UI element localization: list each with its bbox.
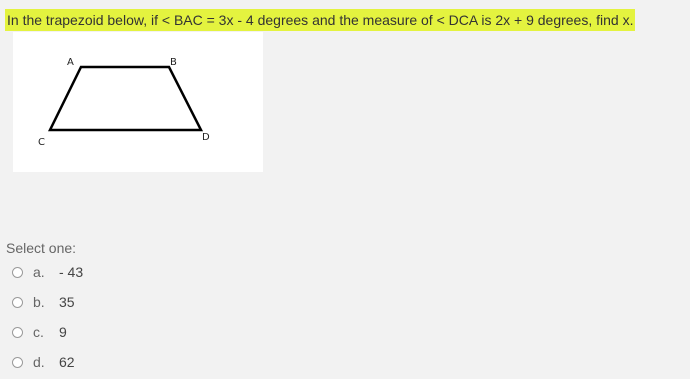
vertex-label-c: C	[38, 137, 45, 148]
option-a[interactable]	[12, 262, 83, 282]
trapezoid-figure	[13, 32, 263, 172]
option-c[interactable]	[12, 322, 67, 342]
radio-button-icon[interactable]	[12, 357, 23, 368]
vertex-label-a: A	[67, 57, 74, 68]
select-one-prompt: Select one:	[6, 240, 77, 256]
option-d[interactable]	[12, 352, 75, 372]
vertex-label-d: D	[202, 132, 210, 143]
trapezoid-diagram	[13, 32, 263, 172]
radio-button-icon[interactable]	[12, 327, 23, 338]
option-letter: c.	[33, 324, 44, 340]
radio-button-icon[interactable]	[12, 267, 23, 278]
option-letter: a.	[33, 264, 45, 280]
option-letter: b.	[33, 294, 45, 310]
question-text: In the trapezoid below, if < BAC = 3x - 4 degrees and the measure of < DCA is 2x + 9 degrees, find x.	[5, 9, 635, 31]
option-value: 62	[59, 354, 75, 370]
option-value: 35	[59, 294, 75, 310]
option-value: - 43	[59, 264, 84, 280]
option-b[interactable]	[12, 292, 75, 312]
trapezoid-shape	[50, 67, 201, 130]
option-value: 9	[59, 324, 67, 340]
vertex-label-b: B	[170, 57, 177, 68]
radio-button-icon[interactable]	[12, 297, 23, 308]
option-letter: d.	[33, 354, 45, 370]
